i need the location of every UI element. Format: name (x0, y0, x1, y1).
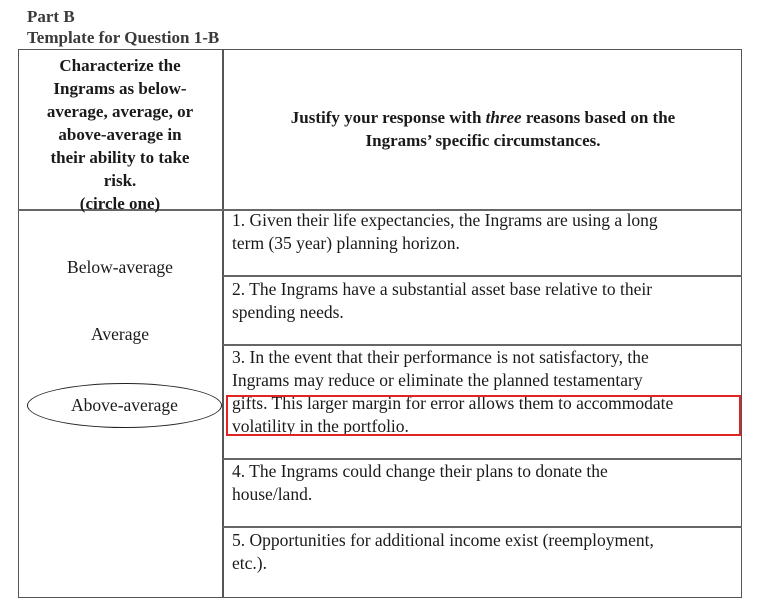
justification-header-line1 (224, 106, 742, 129)
justification-header-line2: Ingrams’ specific circumstances. (365, 131, 601, 150)
reason-line-highlighted: gifts. This larger margin for error allows them to accommodate (232, 393, 674, 413)
left-header-line: risk. (103, 171, 137, 190)
reason-divider-4 (223, 526, 742, 528)
template-title: Template for Question 1-B (27, 28, 220, 47)
risk-ability-question-header (18, 54, 222, 215)
choice-average[interactable]: Average (91, 324, 149, 344)
choice-above-average[interactable]: Above-average (71, 395, 178, 415)
left-header-line: Ingrams as below- (53, 79, 187, 98)
part-label: Part B (27, 7, 75, 26)
reason-line: etc.). (232, 553, 267, 573)
reason-divider-1 (223, 275, 742, 277)
reason-line: house/land. (232, 484, 313, 504)
reason-5 (232, 529, 732, 575)
left-header-line: their ability to take (50, 148, 190, 167)
reason-2 (232, 278, 732, 324)
reason-line: 5. Opportunities for additional income exist (reemployment, (232, 530, 654, 550)
reason-line-highlighted: volatility in the portfolio. (232, 416, 409, 436)
left-header-line: (circle one) (79, 194, 161, 213)
highlight-box (226, 395, 741, 436)
reason-line: 1. Given their life expectancies, the Ingrams are using a long (232, 210, 658, 230)
reason-line: term (35 year) planning horizon. (232, 233, 460, 253)
choice-below-average[interactable]: Below-average (67, 257, 173, 277)
reason-line: 2. The Ingrams have a substantial asset base relative to their (232, 279, 653, 299)
reason-4 (232, 460, 732, 506)
reason-line: Ingrams may reduce or eliminate the planned testamentary (232, 370, 643, 390)
left-header-line: above-average in (58, 125, 182, 144)
emphasis-three: three (485, 108, 522, 127)
left-header-line: average, average, or (46, 102, 194, 121)
left-header-line: Characterize the (59, 56, 181, 75)
reason-1 (232, 209, 732, 255)
justification-header-text: Justify your response with (290, 108, 486, 127)
reason-line: 3. In the event that their performance is not satisfactory, the (232, 347, 649, 367)
reason-line: spending needs. (232, 302, 344, 322)
document-header (27, 6, 219, 48)
justification-header (224, 106, 742, 152)
justification-header-text: reasons based on the (521, 108, 676, 127)
reason-line: 4. The Ingrams could change their plans to donate the (232, 461, 608, 481)
